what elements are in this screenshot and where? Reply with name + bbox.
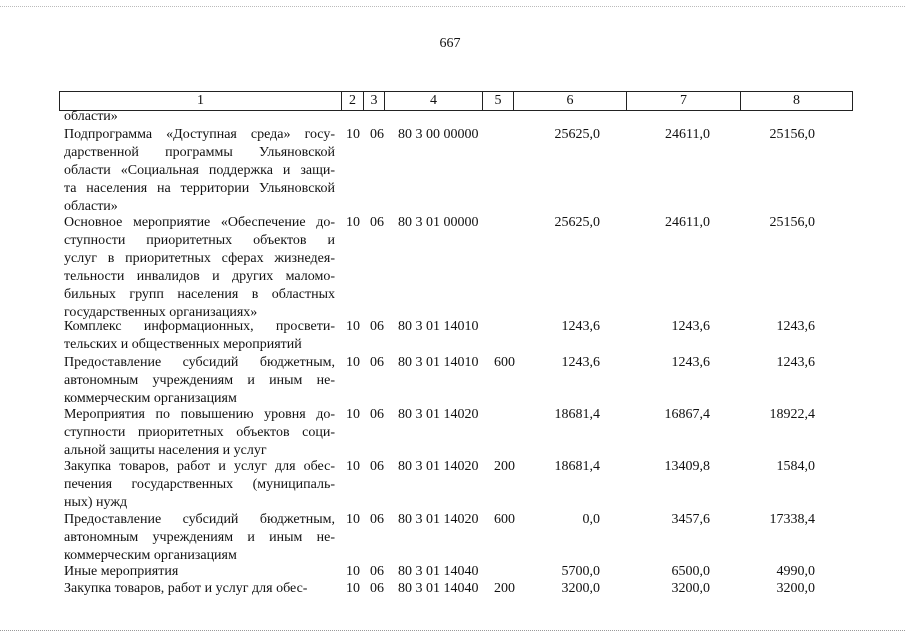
amount-col-8: 25156,0 [769, 215, 815, 230]
amount-col-8: 3200,0 [776, 581, 815, 596]
section-code: 10 [346, 512, 360, 527]
amount-col-7: 3200,0 [671, 581, 710, 596]
amount-col-7: 24611,0 [665, 215, 710, 230]
section-code: 10 [346, 407, 360, 422]
subsection-code: 06 [370, 215, 384, 230]
amount-col-6: 18681,4 [554, 459, 600, 474]
subsection-code: 06 [370, 127, 384, 142]
section-code: 10 [346, 564, 360, 579]
header-col-1: 1 [60, 92, 342, 110]
section-code: 10 [346, 355, 360, 370]
amount-col-6: 1243,6 [561, 355, 600, 370]
description-line: области «Социальная поддержка и защи- [64, 163, 335, 178]
description-line: Комплекс информационных, просвети- [64, 319, 335, 334]
header-col-8: 8 [793, 93, 800, 108]
section-code: 10 [346, 581, 360, 596]
amount-col-7: 13409,8 [664, 459, 710, 474]
description-line: области» [64, 199, 118, 214]
target-article-code: 80 3 01 14040 [398, 564, 479, 579]
description-line: тельности инвалидов и других маломо- [64, 269, 335, 284]
row-description [64, 126, 335, 216]
header-col-4: 4 [385, 92, 483, 110]
target-article-code: 80 3 01 00000 [398, 215, 479, 230]
description-line: бильных групп населения в областных [64, 287, 335, 302]
header-col-5: 5 [483, 92, 514, 110]
amount-col-8: 18922,4 [769, 407, 815, 422]
expense-type-code: 200 [494, 459, 515, 474]
description-line: государственных организациях» [64, 305, 258, 320]
description-line: Закупка товаров, работ и услуг для обес- [64, 581, 308, 596]
description-line: услуг в приоритетных сферах жизнедея- [64, 251, 335, 266]
description-line: Закупка товаров, работ и услуг для обес- [64, 459, 335, 474]
subsection-code: 06 [370, 512, 384, 527]
description-line: Основное мероприятие «Обеспечение до- [64, 215, 335, 230]
amount-col-7: 16867,4 [664, 407, 710, 422]
target-article-code: 80 3 01 14010 [398, 319, 479, 334]
bottom-scan-edge [0, 630, 905, 632]
page-number: 667 [439, 36, 461, 51]
subsection-code: 06 [370, 355, 384, 370]
description-line: ных) нужд [64, 495, 128, 510]
amount-col-7: 6500,0 [671, 564, 710, 579]
amount-col-6: 1243,6 [561, 319, 600, 334]
description-line: печения государственных (муниципаль- [64, 477, 335, 492]
amount-col-7: 3457,6 [671, 512, 710, 527]
header-col-2: 2 [342, 92, 364, 110]
subsection-code: 06 [370, 581, 384, 596]
expense-type-code: 600 [494, 512, 515, 527]
amount-col-7: 1243,6 [671, 319, 710, 334]
description-line: ступности приоритетных объектов и [64, 233, 335, 248]
expense-type-code: 200 [494, 581, 515, 596]
description-line: Предоставление субсидий бюджетным, [64, 355, 335, 370]
description-line: коммерческим организациям [64, 548, 237, 563]
row-description [64, 563, 335, 581]
subsection-code: 06 [370, 459, 384, 474]
target-article-code: 80 3 00 00000 [398, 127, 479, 142]
description-line: автономным учреждениям и иным не- [64, 373, 335, 388]
row-description [64, 214, 335, 322]
description-line: альной защиты населения и услуг [64, 443, 267, 458]
amount-col-8: 17338,4 [769, 512, 815, 527]
amount-col-8: 25156,0 [769, 127, 815, 142]
expense-type-code: 600 [494, 355, 515, 370]
subsection-code: 06 [370, 407, 384, 422]
subsection-code: 06 [370, 564, 384, 579]
target-article-code: 80 3 01 14020 [398, 407, 479, 422]
description-line: тельских и общественных мероприятий [64, 337, 302, 352]
continuation-text: области» [64, 109, 118, 124]
description-line: Предоставление субсидий бюджетным, [64, 512, 335, 527]
amount-col-8: 1243,6 [776, 319, 815, 334]
description-line: Иные мероприятия [64, 564, 179, 579]
row-description [64, 354, 335, 408]
description-line: Подпрограмма «Доступная среда» госу- [64, 127, 335, 142]
amount-col-6: 25625,0 [554, 215, 600, 230]
description-line: та населения на территории Ульяновской [64, 181, 335, 196]
section-code: 10 [346, 127, 360, 142]
amount-col-6: 18681,4 [554, 407, 600, 422]
header-col-3: 3 [364, 92, 385, 110]
amount-col-6: 5700,0 [561, 564, 600, 579]
description-line: ступности приоритетных объектов соци- [64, 425, 335, 440]
target-article-code: 80 3 01 14020 [398, 512, 479, 527]
amount-col-8: 1584,0 [776, 459, 815, 474]
amount-col-7: 24611,0 [665, 127, 710, 142]
row-description [64, 580, 335, 598]
header-col-7: 7 [627, 92, 741, 110]
amount-col-8: 1243,6 [776, 355, 815, 370]
target-article-code: 80 3 01 14020 [398, 459, 479, 474]
description-line: коммерческим организациям [64, 391, 237, 406]
amount-col-6: 3200,0 [561, 581, 600, 596]
subsection-code: 06 [370, 319, 384, 334]
section-code: 10 [346, 319, 360, 334]
row-description [64, 511, 335, 565]
section-code: 10 [346, 215, 360, 230]
row-description [64, 458, 335, 512]
description-line: Мероприятия по повышению уровня до- [64, 407, 335, 422]
amount-col-6: 0,0 [582, 512, 600, 527]
description-line: автономным учреждениям и иным не- [64, 530, 335, 545]
header-col-6: 6 [514, 92, 627, 110]
amount-col-6: 25625,0 [554, 127, 600, 142]
description-line: дарственной программы Ульяновской [64, 145, 335, 160]
target-article-code: 80 3 01 14040 [398, 581, 479, 596]
row-description [64, 406, 335, 460]
row-description [64, 318, 335, 354]
target-article-code: 80 3 01 14010 [398, 355, 479, 370]
amount-col-8: 4990,0 [776, 564, 815, 579]
section-code: 10 [346, 459, 360, 474]
amount-col-7: 1243,6 [671, 355, 710, 370]
